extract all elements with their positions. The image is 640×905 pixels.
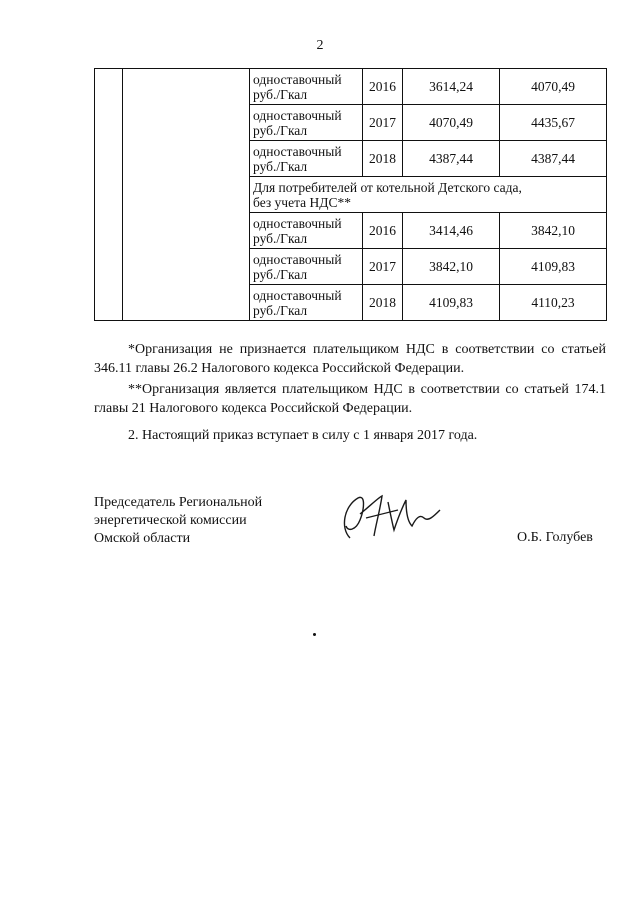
- table-row: [95, 69, 607, 105]
- year-cell: 2017: [363, 105, 403, 141]
- value-second-half-cell: 4387,44: [500, 141, 607, 177]
- value-first-half-cell: 4070,49: [403, 105, 500, 141]
- tariff-type-cell: одноставочный руб./Гкал: [250, 105, 363, 141]
- year-cell: 2018: [363, 141, 403, 177]
- tariff-type-cell: одноставочный руб./Гкал: [250, 249, 363, 285]
- handwritten-signature: [336, 488, 446, 548]
- value-first-half-cell: 3614,24: [403, 69, 500, 105]
- tariff-type-cell: одноставочный руб./Гкал: [250, 69, 363, 105]
- stray-dot: [313, 633, 316, 636]
- value-first-half-cell: 4387,44: [403, 141, 500, 177]
- value-first-half-cell: 3414,46: [403, 213, 500, 249]
- value-second-half-cell: 4070,49: [500, 69, 607, 105]
- value-second-half-cell: 4110,23: [500, 285, 607, 321]
- signatory-title: Председатель Региональной энергетической комиссии Омской области: [94, 495, 263, 546]
- tariff-type-cell: одноставочный руб./Гкал: [250, 285, 363, 321]
- value-second-half-cell: 4435,67: [500, 105, 607, 141]
- value-first-half-cell: 4109,83: [403, 285, 500, 321]
- year-cell: 2016: [363, 69, 403, 105]
- value-second-half-cell: 4109,83: [500, 249, 607, 285]
- year-cell: 2017: [363, 249, 403, 285]
- tariff-table: [94, 68, 607, 321]
- footnote-vat-exempt: *Организация не признается плательщиком НДС в соответствии со статьей 346.11 главы 26.2 Налогового кодекса Российской Федерации.: [94, 342, 606, 376]
- year-cell: 2016: [363, 213, 403, 249]
- signatory-name: О.Б. Голубев: [517, 530, 593, 545]
- year-cell: 2018: [363, 285, 403, 321]
- consumer-group-cell: Для потребителей от котельной Детского сада, без учета НДС**: [250, 177, 607, 213]
- footnotes: [94, 340, 606, 420]
- table-cell-number: [95, 69, 123, 321]
- tariff-type-cell: одноставочный руб./Гкал: [250, 213, 363, 249]
- clause-effective-date: 2. Настоящий приказ вступает в силу с 1 января 2017 года.: [128, 428, 478, 443]
- page-number: 2: [316, 38, 324, 53]
- table-cell-organization: [123, 69, 250, 321]
- tariff-type-cell: одноставочный руб./Гкал: [250, 141, 363, 177]
- value-second-half-cell: 3842,10: [500, 213, 607, 249]
- value-first-half-cell: 3842,10: [403, 249, 500, 285]
- footnote-vat-payer: **Организация является плательщиком НДС в соответствии со статьей 174.1 главы 21 Налогового кодекса Российской Федерации.: [94, 382, 606, 416]
